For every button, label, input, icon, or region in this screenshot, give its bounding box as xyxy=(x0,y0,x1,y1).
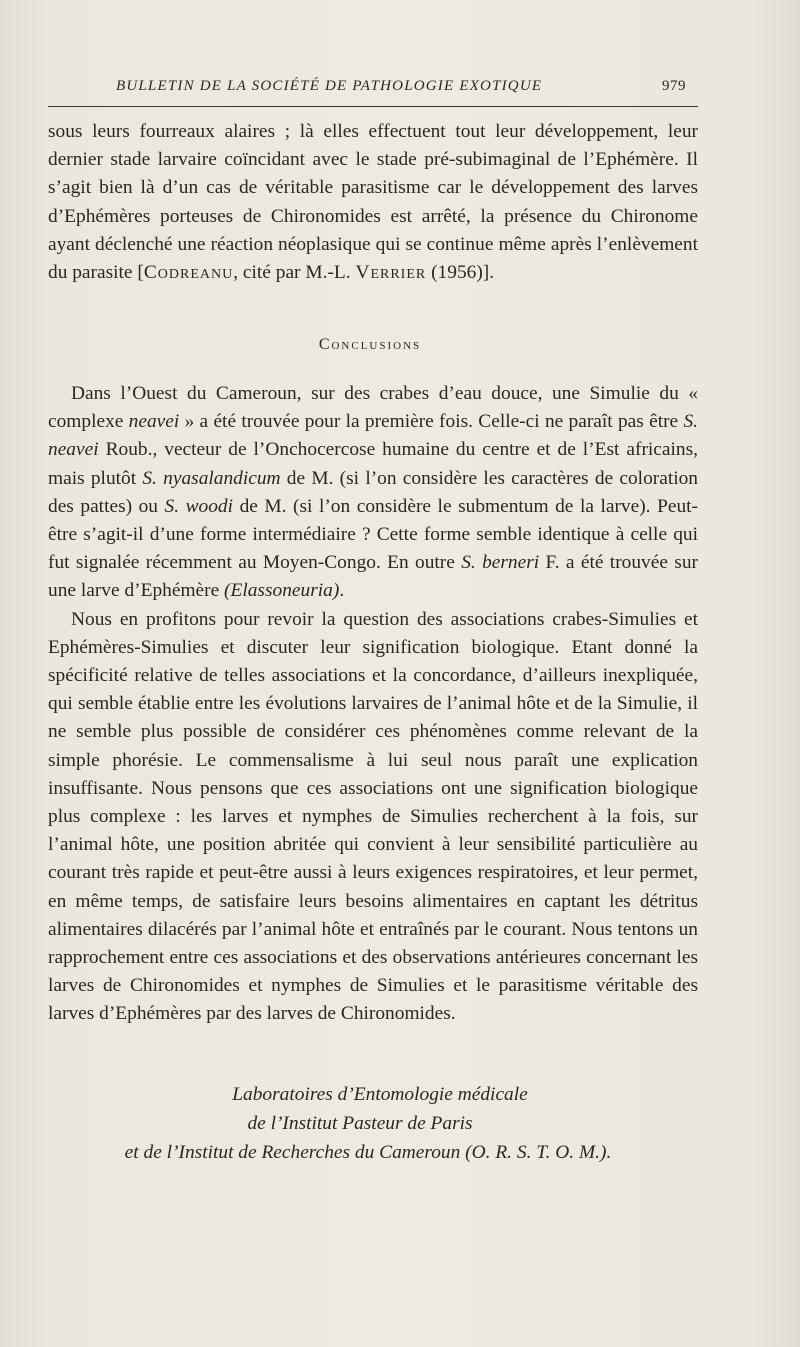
p2-text-5: de M. (si l’on considère le submentum de la larve). Peut-être s’agit-il d’une forme intermédiaire ? Cette forme semble identique à celle qui fut signalée récemment au Moyen-Congo. En outre xyxy=(48,495,698,574)
p2-text-6: F. a été trouvée sur une larve d’Ephémère xyxy=(48,552,698,602)
paragraph-1-text: sous leurs fourreaux alaires ; là elles effectuent tout leur développement, leur dernier stade larvaire coïncidant avec le stade pré-subimaginal de l’Ephémère. Il s’agit bien là d’un cas de véritable parasitisme car le développement des larves d’Ephémères porteuses de Chironomides est arrêté, la présence du Chironome ayant déclenché une réaction néoplasique qui se continue même après l’enlèvement du parasite [ xyxy=(48,121,698,284)
p2-text-1: Dans l’Ouest du Cameroun, sur des crabes d’eau douce, une Simulie du « complexe xyxy=(48,383,698,433)
section-heading: Conclusions xyxy=(318,336,422,353)
p2-text-2: » a été trouvée pour la première fois. Celle-ci ne paraît pas être xyxy=(179,411,684,433)
paragraph-1-mid: , cité par M.-L. xyxy=(233,262,356,284)
taxon-neavei: neavei xyxy=(128,411,180,433)
taxon-s-berneri: S. berneri xyxy=(461,552,540,574)
header-rule xyxy=(48,106,698,107)
signature-line-1: Laboratoires d’Entomologie médicale xyxy=(232,1084,528,1105)
taxon-s-neavei: S. neavei xyxy=(48,411,698,461)
author-verrier: Verrier xyxy=(355,262,427,284)
p2-text-3: Roub., vecteur de l’Onchocercose humaine du centre et de l’Est africains, mais plutôt xyxy=(48,439,698,489)
p2-text-4: de M. (si l’on considère les caractères de coloration des pattes) ou xyxy=(48,467,698,517)
paragraph-3: Nous en profitons pour revoir la question des associations crabes-Simulies et Ephémères-Simulies et discuter leur signification biologique. Etant donné la spécificité relative de telles associations et la concordance, d’ailleurs inexpliquée, qui semble établie entre les évolutions larvaires de l’animal hôte et de la Simulie, il ne semble plus possible de considérer ces phénomènes comme relevant de la simple phorésie. Le commensalisme à lui seul nous paraît une explication insuffisante. Nous pensons que ces associations ont une signification biologique plus complexe : les larves et nymphes de Simulies recherchent à la fois, sur l’animal hôte, une position abritée qui convient à leur sensibilité particulière au courant très rapide et peut-être aussi à leurs exigences respiratoires, et leur permet, en même temps, de satisfaire leurs besoins alimentaires en captant les détritus alimentaires dilacérés par l’animal hôte et entraînés par le courant. Nous tentons un rapprochement entre ces associations et des observations antérieures concernant les larves de Chironomides et nymphes de Simulies et le parasitisme véritable des larves d’Ephémères par des larves de Chironomides. xyxy=(48,608,698,1025)
paragraph-2 xyxy=(48,380,698,606)
taxon-s-woodi: S. woodi xyxy=(164,495,234,517)
paragraph-1 xyxy=(48,118,698,287)
conclusions-body xyxy=(48,380,698,1029)
p2-text-7: . xyxy=(339,580,345,602)
signature-line-3: et de l’Institut de Recherches du Cameroun (O. R. S. T. O. M.). xyxy=(124,1142,612,1163)
taxon-elassoneuria: (Elassoneuria) xyxy=(224,580,340,602)
journal-title: BULLETIN DE LA SOCIÉTÉ DE PATHOLOGIE EXOTIQUE xyxy=(116,78,543,94)
continued-paragraph xyxy=(48,118,698,287)
running-header xyxy=(116,78,690,100)
affiliation-signature xyxy=(0,1080,760,1167)
author-codreanu: Codreanu xyxy=(143,262,234,284)
signature-line-2: de l’Institut Pasteur de Paris xyxy=(247,1113,473,1134)
paragraph-1-end: (1956)]. xyxy=(426,262,495,284)
page-number: 979 xyxy=(662,78,686,94)
taxon-s-nyasalandicum: S. nyasalandicum xyxy=(142,467,281,489)
